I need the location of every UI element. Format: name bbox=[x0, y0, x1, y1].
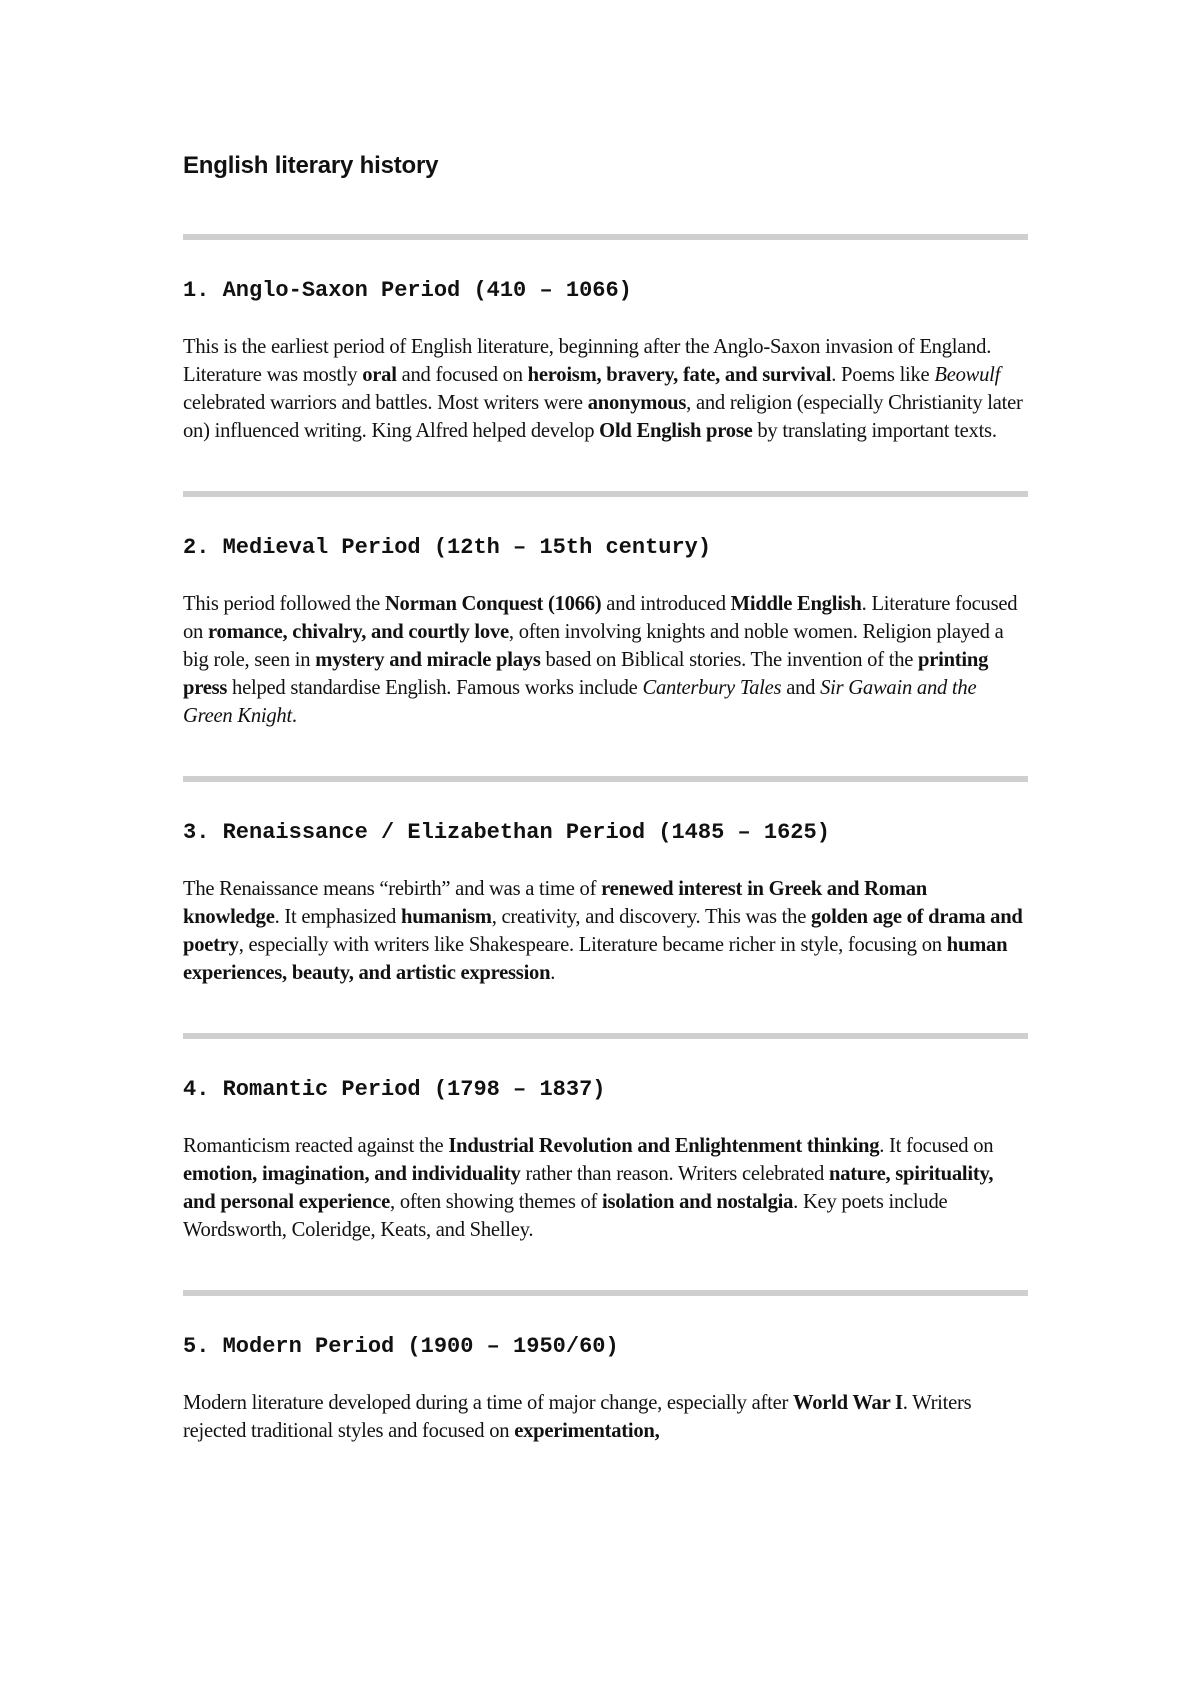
body-text: . Writers rejected traditional styles and focused on bbox=[183, 1392, 972, 1442]
section-body-medieval bbox=[183, 590, 1028, 730]
body-text: celebrated warriors and battles. Most writers were bbox=[183, 392, 588, 414]
italic-title: Canterbury Tales bbox=[642, 677, 782, 699]
bold-phrase: renewed interest in Greek and Roman knowledge bbox=[183, 878, 927, 928]
body-text: and introduced bbox=[601, 593, 731, 615]
bold-phrase: golden age of drama and poetry bbox=[183, 906, 1023, 956]
body-text: helped standardise English. Famous works include bbox=[227, 677, 643, 699]
body-text: This period followed the bbox=[183, 593, 385, 615]
section-divider bbox=[183, 776, 1028, 782]
section-divider bbox=[183, 234, 1028, 240]
body-text: . bbox=[550, 962, 556, 984]
body-text: , often showing themes of bbox=[390, 1191, 603, 1213]
section-body-modern bbox=[183, 1389, 1028, 1445]
bold-phrase: Middle English bbox=[730, 593, 862, 615]
bold-phrase: experimentation, bbox=[514, 1420, 660, 1442]
body-text: Modern literature developed during a time of major change, especially after bbox=[183, 1392, 793, 1414]
body-text: by translating important texts. bbox=[752, 420, 997, 442]
body-text: and focused on bbox=[396, 364, 528, 386]
section-heading-modern: 5. Modern Period (1900 – 1950/60) bbox=[183, 1334, 619, 1359]
section-body-anglo-saxon bbox=[183, 333, 1028, 445]
italic-title: Beowulf bbox=[934, 364, 1001, 386]
body-text: This is the earliest period of English literature, beginning after the Anglo-Saxon invasion of England. Literature was mostly bbox=[183, 336, 992, 386]
bold-phrase: nature, spirituality, and personal experience bbox=[183, 1163, 994, 1213]
section-heading-romantic: 4. Romantic Period (1798 – 1837) bbox=[183, 1077, 606, 1102]
bold-phrase: Industrial Revolution and Enlightenment thinking bbox=[448, 1135, 880, 1157]
bold-phrase: oral bbox=[362, 364, 397, 386]
bold-phrase: Norman Conquest (1066) bbox=[384, 593, 602, 615]
body-text: . It emphasized bbox=[274, 906, 401, 928]
section-heading-renaissance: 3. Renaissance / Elizabethan Period (1485 – 1625) bbox=[183, 820, 830, 845]
section-heading-medieval: 2. Medieval Period (12th – 15th century) bbox=[183, 535, 712, 560]
body-text: Romanticism reacted against the bbox=[183, 1135, 449, 1157]
body-text: . Poems like bbox=[831, 364, 935, 386]
bold-phrase: World War I bbox=[793, 1392, 903, 1414]
body-text: rather than reason. Writers celebrated bbox=[520, 1163, 829, 1185]
bold-phrase: mystery and miracle plays bbox=[315, 649, 541, 671]
body-text: and bbox=[781, 677, 821, 699]
body-text: , creativity, and discovery. This was the bbox=[491, 906, 811, 928]
body-text: , often involving knights and noble women. Religion played a big role, seen in bbox=[183, 621, 1004, 671]
section-heading-anglo-saxon: 1. Anglo-Saxon Period (410 – 1066) bbox=[183, 278, 632, 303]
body-text: . bbox=[291, 705, 297, 727]
body-text: based on Biblical stories. The invention of the bbox=[540, 649, 919, 671]
bold-phrase: Old English prose bbox=[599, 420, 753, 442]
body-text: . Key poets include Wordsworth, Coleridge, Keats, and Shelley. bbox=[183, 1191, 948, 1241]
section-body-romantic bbox=[183, 1132, 1028, 1244]
bold-phrase: printing press bbox=[183, 649, 989, 699]
body-text: , and religion (especially Christianity later on) influenced writing. King Alfred helped develop bbox=[183, 392, 1023, 442]
document-page bbox=[183, 146, 1028, 1445]
section-divider bbox=[183, 1290, 1028, 1296]
body-text: The Renaissance means “rebirth” and was a time of bbox=[183, 878, 602, 900]
italic-title: Sir Gawain and the Green Knight bbox=[183, 677, 977, 727]
bold-phrase: heroism, bravery, fate, and survival bbox=[527, 364, 832, 386]
body-text: . It focused on bbox=[879, 1135, 994, 1157]
body-text: , especially with writers like Shakespeare. Literature became richer in style, focusing on bbox=[238, 934, 947, 956]
bold-phrase: emotion, imagination, and individuality bbox=[183, 1163, 521, 1185]
bold-phrase: romance, chivalry, and courtly love bbox=[208, 621, 509, 643]
body-text: . Literature focused on bbox=[183, 593, 1018, 643]
bold-phrase: isolation and nostalgia bbox=[602, 1191, 794, 1213]
section-divider bbox=[183, 1033, 1028, 1039]
section-divider bbox=[183, 491, 1028, 497]
section-body-renaissance bbox=[183, 875, 1028, 987]
bold-phrase: humanism bbox=[400, 906, 492, 928]
bold-phrase: anonymous bbox=[587, 392, 687, 414]
bold-phrase: human experiences, beauty, and artistic expression bbox=[183, 934, 1008, 984]
document-title: English literary history bbox=[183, 152, 439, 179]
